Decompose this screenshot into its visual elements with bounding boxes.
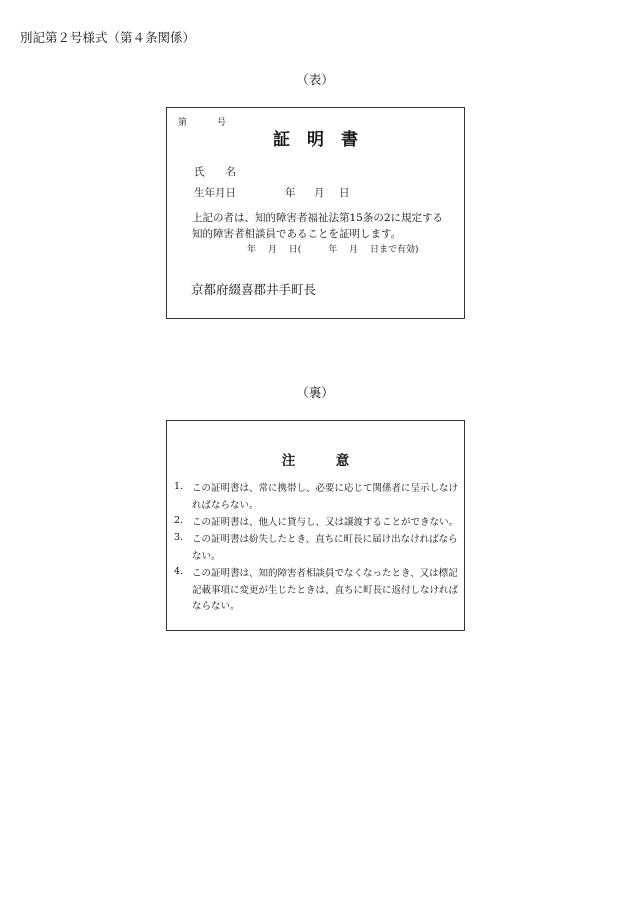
notice-item-number: 2. <box>174 515 184 526</box>
notice-item-number: 4. <box>174 566 184 577</box>
notice-item-text: この証明書は、常に携帯し、必要に応じて関係者に呈示しなければならない。 <box>192 483 459 511</box>
notice-item-text: この証明書は、他人に貸与し、又は譲渡することができない。 <box>192 517 459 528</box>
notice-item-text: この証明書は紛失したとき、直ちに町長に届け出なければならない。 <box>192 534 458 562</box>
number-dai-label: 第 <box>178 118 188 128</box>
certification-text-line-1: 上記の者は、知的障害者福祉法第15条の2に規定する <box>192 212 444 224</box>
birth-year-label: 年 <box>285 187 296 199</box>
notice-item-number: 1. <box>174 481 184 492</box>
form-number-label: 別記第２号様式（第４条関係） <box>20 30 196 45</box>
validity-period: 年 月 日( 年 月 日まで有効) <box>247 245 419 255</box>
notice-item-text: この証明書は、知的障害者相談員でなくなったとき、又は標記記載事項に変更が生じたときは、直ちに町長に返付しなければならない。 <box>192 568 459 612</box>
number-go-label: 号 <box>217 118 227 128</box>
notice-item-number: 3. <box>174 532 184 543</box>
issuer-name: 京都府綴喜郡井手町長 <box>191 282 317 297</box>
birth-day-label: 日 <box>339 187 350 199</box>
certificate-back-card <box>166 420 465 631</box>
certificate-front-card <box>166 107 465 319</box>
notice-title: 注 意 <box>281 453 350 469</box>
certification-text-line-2: 知的障害者相談員であることを証明します。 <box>192 228 402 240</box>
certificate-title: 証 明 書 <box>273 130 358 150</box>
back-side-label: （裏） <box>296 385 334 400</box>
name-label: 氏 名 <box>194 166 236 178</box>
birth-date-label: 生年月日 <box>194 187 236 199</box>
front-side-label: （表） <box>296 72 334 87</box>
birth-month-label: 月 <box>314 187 325 199</box>
